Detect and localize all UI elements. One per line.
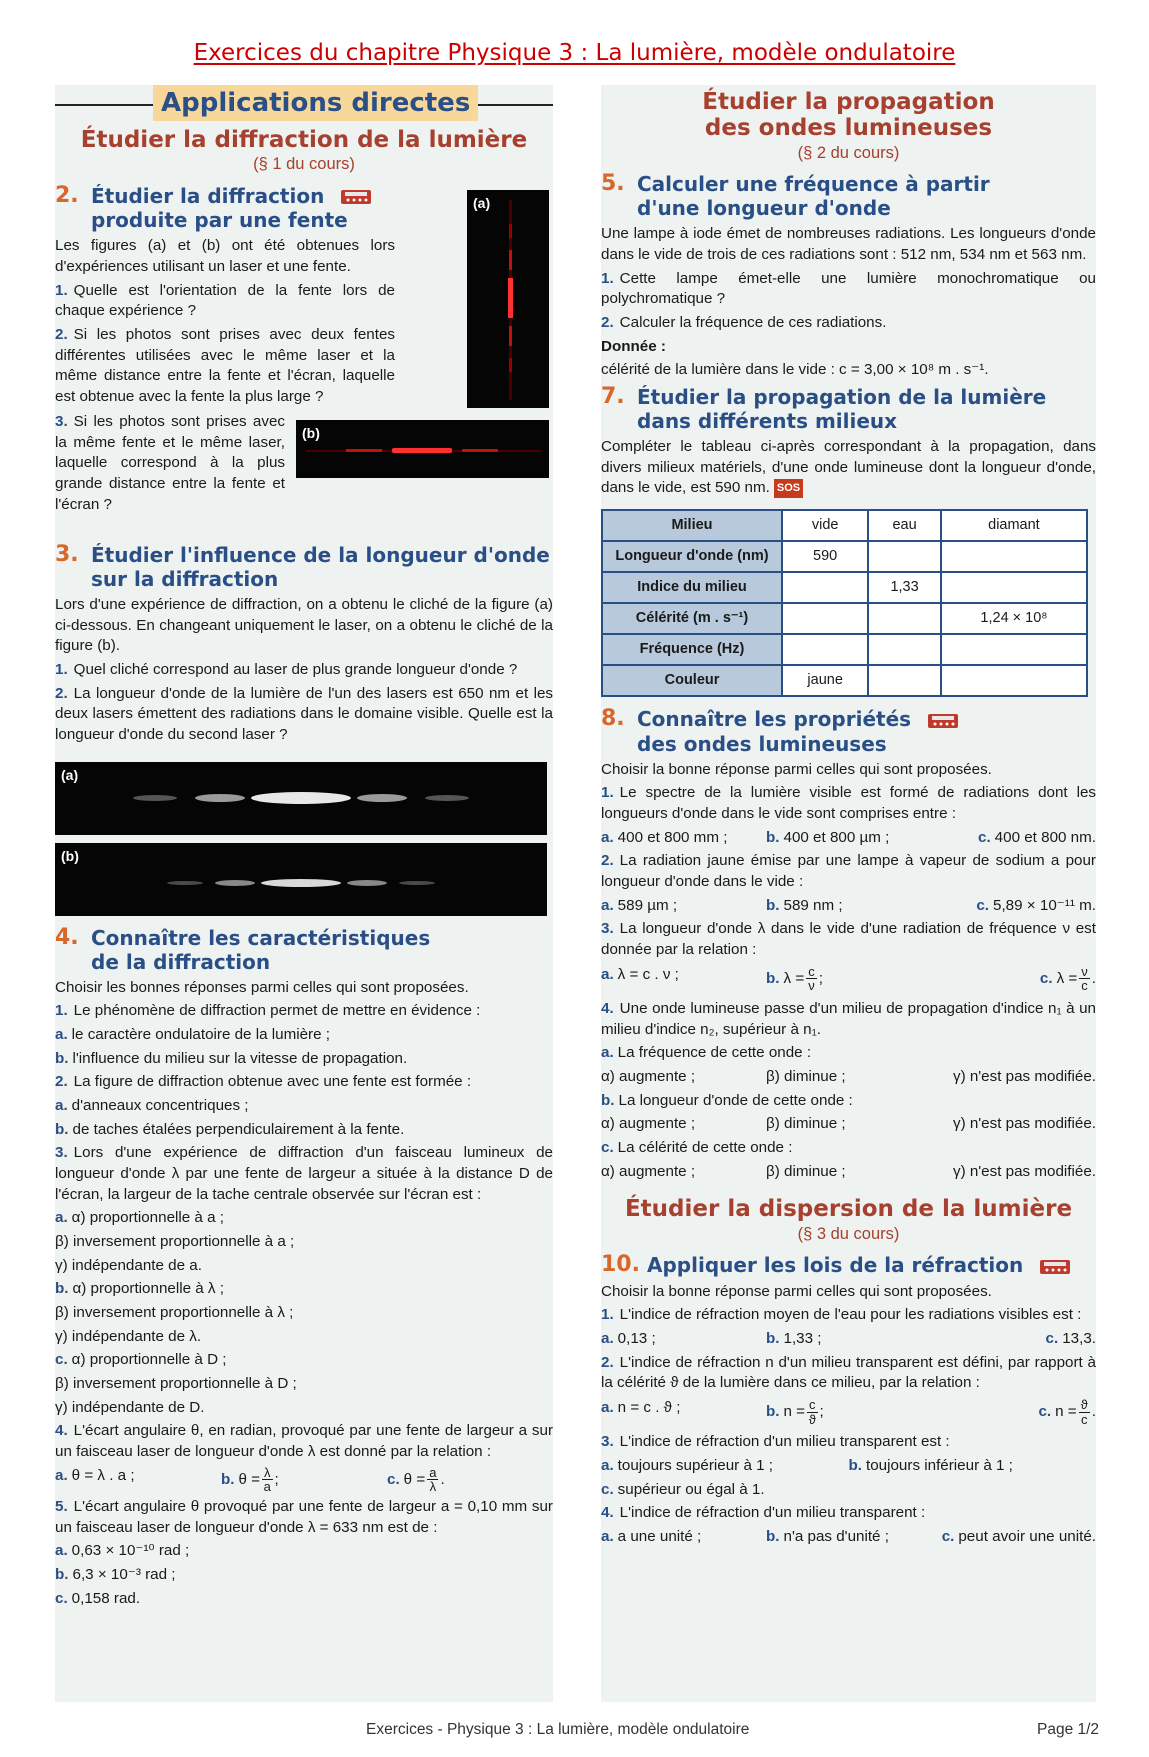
ex4-q5a: a. 0,63 × 10⁻¹⁰ rad ; — [55, 1542, 190, 1560]
exercise-number: 7. — [601, 384, 625, 410]
page-title: Exercices du chapitre Physique 3 : La lumière, modèle ondulatoire — [193, 40, 956, 66]
ex4-q3b2: β) inversement proportionnelle à λ ; — [55, 1303, 294, 1321]
table-cell: 1,24 × 10⁸ — [941, 603, 1087, 634]
ex8-q4a: a. La fréquence de cette onde : — [601, 1044, 812, 1062]
propagation-table — [601, 509, 1088, 697]
exercise-title: Étudier la diffraction produite par une fente — [91, 184, 377, 233]
table-header-cell: Milieu — [602, 510, 782, 541]
ex7-intro: Compléter le tableau ci-après correspondant à la propagation, dans divers milieux matériels, d'une onde lumineuse dont la longueur d'onde, dans le vide, est 590 nm. SOS — [601, 438, 1096, 497]
ex2-intro: Les figures (a) et (b) ont été obtenues lors d'expériences utilisant un laser et une fente. — [55, 237, 395, 276]
ex3-q2: 2. La longueur d'onde de la lumière de l'un des lasers est 650 nm et les deux lasers émettent des radiations dans le domaine visible. Quelle est la longueur d'onde du second laser ? — [55, 684, 553, 743]
ex4-q3c2: β) inversement proportionnelle à D ; — [55, 1375, 297, 1392]
ex4-q3a3: γ) indépendante de a. — [55, 1256, 202, 1274]
ex8-q4b-options: α) augmente ; β) diminue ; γ) n'est pas modifiée. — [601, 1115, 1096, 1133]
ex8-q2: 2. La radiation jaune émise par une lampe à vapeur de sodium a pour longueur d'onde dans le vide : — [601, 852, 1096, 890]
section-sub: (§ 1 du cours) — [253, 155, 355, 174]
table-cell — [782, 603, 868, 634]
ex4-q1b: b. l'influence du milieu sur la vitesse de propagation. — [55, 1049, 408, 1067]
table-cell — [941, 541, 1087, 572]
table-cell: Célérité (m . s⁻¹) — [602, 603, 782, 634]
ex8-q3-options: a. λ = c . ν ; b. λ = $\frac{c}{\nu}$ ; c. λ = $\frac{\nu}{c}$ . — [601, 963, 1096, 994]
table-cell — [868, 634, 941, 665]
table-cell — [941, 665, 1087, 696]
figure-a-vertical: (a) — [467, 190, 549, 408]
exercise-number: 3. — [55, 541, 79, 567]
ex8-q4c: c. La célérité de cette onde : — [601, 1138, 793, 1156]
exercise-4 — [55, 926, 553, 1610]
page-number: Page 1/2 — [1037, 1721, 1100, 1738]
ex8-q2-options: a. 589 µm ; b. 589 nm ; c. 5,89 × 10⁻¹¹ m. — [601, 896, 1096, 914]
exercise-8 — [601, 707, 1096, 1182]
ex4-q3b1: b. α) proportionnelle à λ ; — [55, 1280, 224, 1298]
exercise-number: 10. — [601, 1252, 640, 1278]
ex2-q2: 2. Si les photos sont prises avec deux fentes différentes utilisées avec le même laser et la même distance entre la fente et l'écran, laquelle est obtenue avec la fente la plus large ? — [55, 326, 395, 406]
ex8-q3: 3. La longueur d'onde λ dans le vide d'une radiation de fréquence ν est donnée par la relation : — [601, 920, 1096, 958]
ex4-q3c1: c. α) proportionnelle à D ; — [55, 1351, 227, 1369]
banner-label: Applications directes — [153, 85, 478, 121]
ex2-q3: 3. Si les photos sont prises avec la même fente et le même laser, laquelle correspond à la plus grande distance entre la fente et l'écran ? — [55, 412, 285, 513]
ex4-q2a: a. d'anneaux concentriques ; — [55, 1096, 249, 1114]
ex10-q1-options: a. 0,13 ; b. 1,33 ; c. 13,3. — [601, 1329, 1096, 1347]
ex3-intro: Lors d'une expérience de diffraction, on a obtenu le cliché de la figure (a) ci-dessous. En changeant uniquement le laser, on a obtenu le cliché de la figure (b). — [55, 595, 553, 655]
table-row — [602, 634, 1087, 665]
ex10-intro: Choisir la bonne réponse parmi celles qui sont proposées. — [601, 1282, 992, 1300]
ex10-q4-options: a. a une unité ; b. n'a pas d'unité ; c. peut avoir une unité. — [601, 1527, 1096, 1545]
exercise-number: 2. — [55, 182, 79, 208]
ex10-q3: 3. L'indice de réfraction d'un milieu transparent est : — [601, 1433, 950, 1451]
table-cell — [868, 603, 941, 634]
table-row — [602, 510, 1087, 541]
table-row — [602, 603, 1087, 634]
exercise-10 — [601, 1253, 1096, 1548]
ex4-q3a1: a. α) proportionnelle à a ; — [55, 1209, 224, 1227]
ex8-intro: Choisir la bonne réponse parmi celles qui sont proposées. — [601, 760, 992, 778]
ex10-q2: 2. L'indice de réfraction n d'un milieu transparent est défini, par rapport à la célérité ϑ de la lumière dans ce milieu, par la relation : — [601, 1353, 1096, 1392]
exercise-number: 4. — [55, 924, 79, 950]
table-row — [602, 572, 1087, 603]
table-row — [602, 665, 1087, 696]
calculator-icon — [924, 710, 964, 732]
table-header-cell: diamant — [941, 510, 1087, 541]
exercise-title: Appliquer les lois de la réfraction — [647, 1253, 1076, 1278]
table-cell — [782, 634, 868, 665]
table-cell: Fréquence (Hz) — [602, 634, 782, 665]
ex10-q1: 1. L'indice de réfraction moyen de l'eau pour les radiations visibles est : — [601, 1306, 1082, 1324]
section-sub: (§ 3 du cours) — [797, 1224, 900, 1243]
ex8-q4: 4. Une onde lumineuse passe d'un milieu de propagation d'indice n₁ à un milieu d'indice n₂, supérieur à n₁. — [601, 999, 1096, 1038]
ex5-q1: 1. Cette lampe émet-elle une lumière monochromatique ou polychromatique ? — [601, 269, 1096, 308]
exercise-title: Étudier la propagation de la lumière dans différents milieux — [637, 385, 1047, 434]
ex8-q4b: b. La longueur d'onde de cette onde : — [601, 1091, 853, 1109]
diffraction-photo-a: (a) — [55, 762, 547, 835]
ex3-q1: 1. Quel cliché correspond au laser de plus grande longueur d'onde ? — [55, 660, 518, 678]
exercise-3 — [55, 543, 553, 916]
ex8-q1: 1. Le spectre de la lumière visible est formé de radiations dont les longueurs d'onde dans le vide sont comprises entre : — [601, 784, 1096, 822]
ex4-q4-options: a. θ = λ . a ; b. θ = $\frac{\lambda}{a}$ ; c. θ = $\frac{a}{\lambda}$ . — [55, 1464, 445, 1495]
ex10-q3-options: a. toujours supérieur à 1 ; b. toujours inférieur à 1 ; — [601, 1456, 1013, 1474]
table-cell — [941, 634, 1087, 665]
table-cell — [868, 541, 941, 572]
exercise-title: Connaître les propriétés des ondes lumineuses — [637, 707, 964, 756]
section-sub: (§ 2 du cours) — [797, 143, 900, 162]
exercise-number: 5. — [601, 171, 625, 197]
sos-badge: SOS — [774, 479, 803, 498]
ex4-q5: 5. L'écart angulaire θ provoqué par une fente de largeur a = 0,10 mm sur un faisceau laser de longueur d'onde λ = 633 nm est de : — [55, 1497, 553, 1536]
right-column — [601, 85, 1096, 1702]
table-cell: 1,33 — [868, 572, 941, 603]
table-cell: Couleur — [602, 665, 782, 696]
exercise-title: Étudier l'influence de la longueur d'onde sur la diffraction — [91, 542, 550, 591]
section-title-propagation: Étudier la propagation des ondes lumineuses — [702, 89, 995, 142]
ex4-q2: 2. La figure de diffraction obtenue avec une fente est formée : — [55, 1073, 472, 1091]
ex4-q5c: c. 0,158 rad. — [55, 1589, 141, 1607]
table-header-cell: vide — [782, 510, 868, 541]
table-cell: jaune — [782, 665, 868, 696]
table-header-cell: eau — [868, 510, 941, 541]
ex4-q2b: b. de taches étalées perpendiculairement à la fente. — [55, 1120, 405, 1138]
left-column — [55, 85, 553, 1702]
ex5-donnee-label: Donnée : — [601, 337, 666, 355]
figure-b-horizontal: (b) — [296, 420, 549, 478]
footer-text: Exercices - Physique 3 : La lumière, modèle ondulatoire — [366, 1721, 750, 1738]
ex5-donnee-value: célérité de la lumière dans le vide : c = 3,00 × 10⁸ m . s⁻¹. — [601, 361, 989, 379]
section-banner — [55, 85, 553, 123]
exercise-5 — [601, 172, 1096, 381]
ex4-q4: 4. L'écart angulaire θ, en radian, provoqué par une fente de largeur a sur un faisceau laser de longueur d'onde λ est donné par la relation : — [55, 1422, 553, 1461]
exercise-number: 8. — [601, 706, 625, 732]
exercise-2 — [55, 184, 553, 539]
ex8-q4a-options: α) augmente ; β) diminue ; γ) n'est pas modifiée. — [601, 1067, 1096, 1085]
ex2-q1: 1. Quelle est l'orientation de la fente lors de chaque expérience ? — [55, 281, 395, 320]
exercise-title: Calculer une fréquence à partir d'une longueur d'onde — [637, 172, 990, 221]
ex4-q3b3: γ) indépendante de λ. — [55, 1327, 202, 1345]
table-cell — [782, 572, 868, 603]
table-row — [602, 541, 1087, 572]
ex10-q2-options: a. n = c . ϑ ; b. n = $\frac{c}{ϑ}$ ; c. n = $\frac{ϑ}{c}$ . — [601, 1396, 1096, 1427]
table-cell: Indice du milieu — [602, 572, 782, 603]
calculator-icon — [337, 186, 377, 208]
ex4-q1a: a. le caractère ondulatoire de la lumière ; — [55, 1025, 331, 1043]
ex10-q3c: c. supérieur ou égal à 1. — [601, 1480, 765, 1498]
exercise-title: Connaître les caractéristiques de la diffraction — [91, 925, 431, 974]
section-title-diffraction: Étudier la diffraction de la lumière — [80, 127, 528, 153]
calculator-icon — [1036, 1256, 1076, 1278]
ex4-q1: 1. Le phénomène de diffraction permet de mettre en évidence : — [55, 1002, 481, 1020]
ex10-q4: 4. L'indice de réfraction d'un milieu transparent : — [601, 1504, 926, 1522]
diffraction-photo-b: (b) — [55, 843, 547, 916]
ex8-q4c-options: α) augmente ; β) diminue ; γ) n'est pas modifiée. — [601, 1162, 1096, 1180]
exercise-7 — [601, 385, 1096, 697]
table-cell — [941, 572, 1087, 603]
ex4-intro: Choisir les bonnes réponses parmi celles qui sont proposées. — [55, 978, 469, 996]
ex5-intro: Une lampe à iode émet de nombreuses radiations. Les longueurs d'onde dans le vide de trois de ces radiations sont : 512 nm, 534 nm et 563 nm. — [601, 225, 1096, 263]
section-title-dispersion: Étudier la dispersion de la lumière — [624, 1196, 1073, 1223]
table-cell — [868, 665, 941, 696]
ex4-q5b: b. 6,3 × 10⁻³ rad ; — [55, 1565, 176, 1583]
ex4-q3: 3. Lors d'une expérience de diffraction d'un faisceau lumineux de longueur d'onde λ par une fente de largeur a située à la distance D de l'écran, la largeur de la tache centrale observée sur l'écran est : — [55, 1144, 553, 1203]
ex4-q3c3: γ) indépendante de D. — [55, 1398, 205, 1416]
table-cell: 590 — [782, 541, 868, 572]
table-cell: Longueur d'onde (nm) — [602, 541, 782, 572]
ex8-q1-options: a. 400 et 800 mm ; b. 400 et 800 µm ; c. 400 et 800 nm. — [601, 828, 1096, 846]
ex4-q3a2: β) inversement proportionnelle à a ; — [55, 1232, 295, 1250]
ex5-q2: 2. Calculer la fréquence de ces radiations. — [601, 314, 887, 331]
